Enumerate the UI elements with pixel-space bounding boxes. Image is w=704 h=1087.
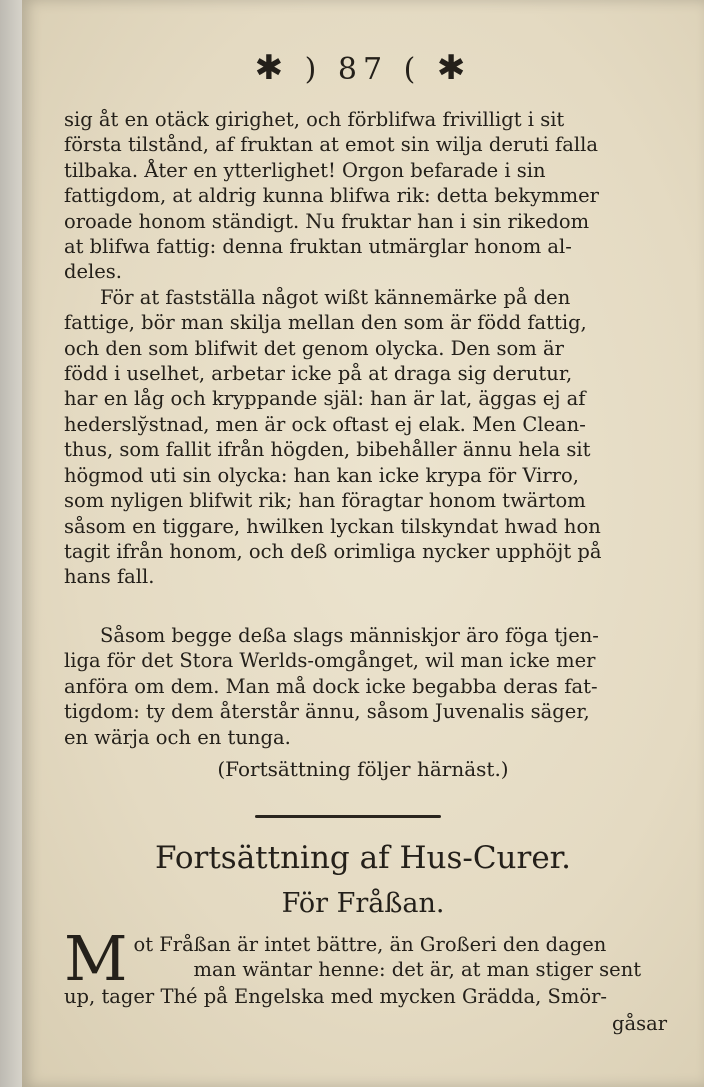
text-line: sig åt en otäck girighet, och förblifwa frivilligt i sit	[64, 108, 565, 131]
text-line: hans fall.	[64, 565, 155, 589]
text-line: tigdom: ty dem återstår ännu, såsom Juvenalis säger,	[64, 700, 590, 724]
continuation-note: (Fortsättning följer härnäst.)	[217, 757, 509, 781]
text-line: en wärja och en tunga.	[64, 725, 291, 749]
text-line: tilbaka. Åter en ytterlighet! Orgon befarade i sin	[64, 158, 546, 182]
text-line: fattige, bör man skilja mellan den som är född fattig,	[64, 311, 587, 335]
paragraph-3	[64, 922, 664, 1009]
page-header	[22, 48, 704, 88]
book-page	[22, 0, 704, 1087]
text-line: För at fastställa något wißt kännemärke på den	[100, 285, 571, 309]
text-line: oroade honom ständigt. Nu fruktar han i sin rikedom	[64, 209, 590, 233]
text-line: ot Fråßan är intet bättre, än Großeri den dagen	[133, 933, 607, 956]
text-line: född i uselhet, arbetar icke på at draga sig derutur,	[64, 362, 573, 386]
text-line: högmod uti sin olycka: han kan icke krypa för Virro,	[64, 463, 579, 487]
page-number: ) 87 (	[304, 52, 422, 87]
text-line: Såsom begge deßa slags människjor äro föga tjen-	[100, 624, 599, 647]
section-title: Fortsättning af Hus-Curer.	[155, 840, 571, 876]
text-line: har en låg och kryppande själ: han är lat, äggas ej af	[64, 387, 586, 411]
text-line: såsom en tiggare, hwilken lyckan tilskyndat hwad hon	[64, 514, 601, 538]
section-subtitle: För Fråßan.	[281, 888, 445, 919]
text-line: thus, som fallit ifrån högden, bibehåller ännu hela sit	[64, 438, 591, 462]
paragraph-1	[64, 107, 664, 590]
star-ornament-left: ✱	[254, 48, 290, 88]
text-line: fattigdom, at aldrig kunna blifwa rik: detta bekymmer	[64, 184, 599, 208]
text-line: anföra om dem. Man må dock icke begabba deras fat-	[64, 674, 598, 698]
text-line: hedersly̆stnad, men är ock oftast ej elak. Men Clean-	[64, 412, 586, 436]
text-line: man wäntar henne: det är, at man stiger sent	[193, 958, 642, 982]
drop-cap: M	[64, 922, 128, 995]
paragraph-2	[64, 623, 664, 750]
star-ornament-right: ✱	[436, 48, 472, 88]
text-line: som nyligen blifwit rik; han föragtar honom twärtom	[64, 489, 586, 513]
catchword: gåsar	[612, 1012, 668, 1035]
text-line: deles.	[64, 260, 123, 284]
text-line: tagit ifrån honom, och deß orimliga nycker upphöjt på	[64, 539, 602, 563]
text-line: liga för det Stora Werlds-omgånget, wil man icke mer	[64, 649, 596, 673]
scan-margin	[0, 0, 22, 1087]
text-line: at blifwa fattig: denna fruktan utmärglar honom al-	[64, 235, 572, 259]
text-line: up, tager Thé på Engelska med mycken Grädda, Smör-	[64, 985, 608, 1008]
section-divider	[255, 815, 441, 818]
text-line: och den som blifwit det genom olycka. Den som är	[64, 336, 564, 360]
text-line: första tilstånd, af fruktan at emot sin wilja deruti falla	[64, 133, 598, 157]
